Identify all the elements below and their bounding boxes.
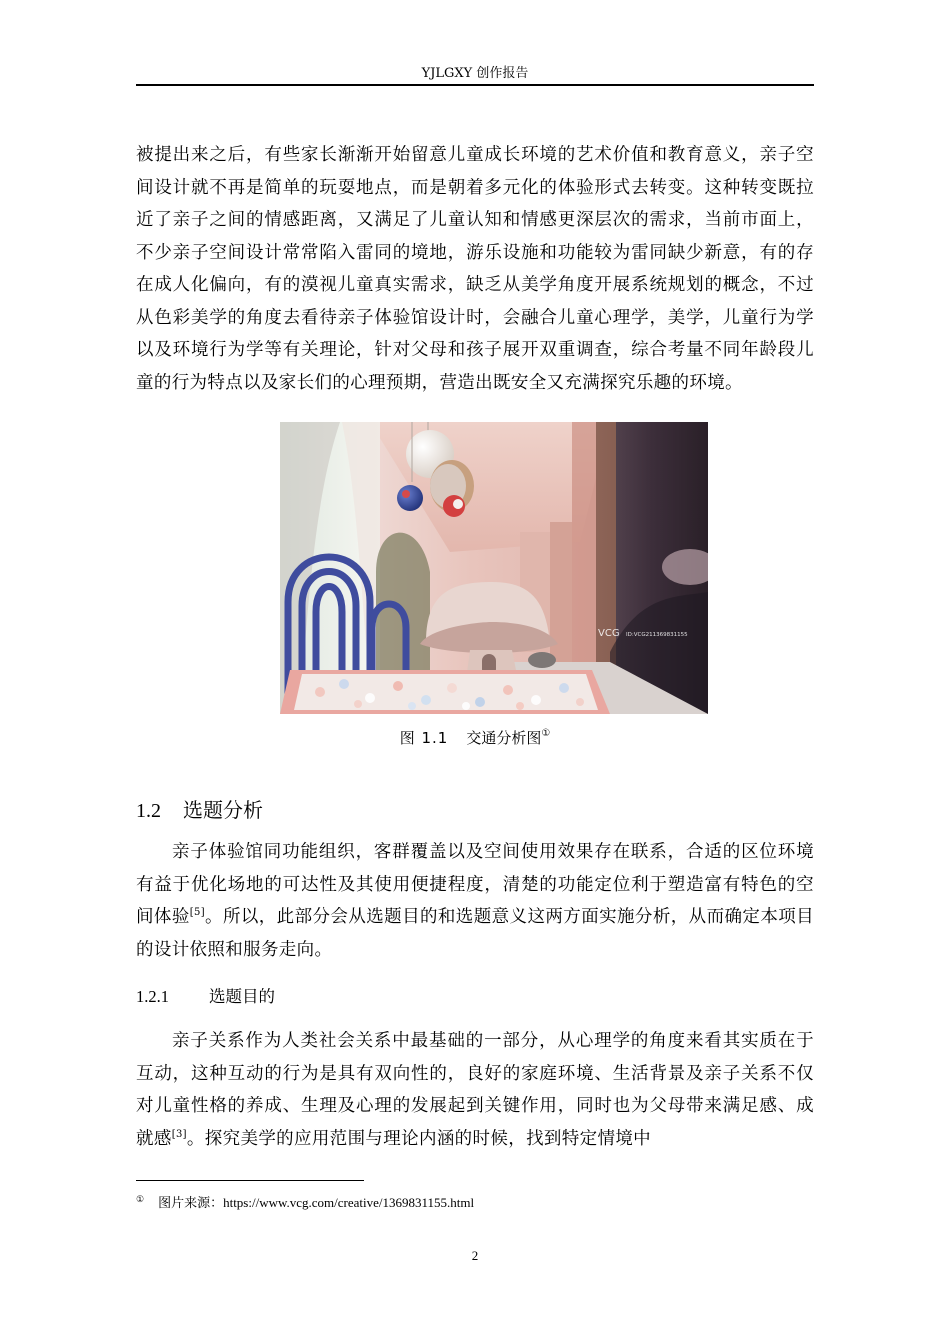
subsection-title: 选题目的 <box>209 987 275 1006</box>
figure-image <box>280 422 708 714</box>
section-title: 选题分析 <box>183 798 263 822</box>
figure-footnote-mark: ① <box>541 728 551 739</box>
footnote-mark: ① <box>136 1194 145 1204</box>
running-header: YJLGXY 创作报告 <box>421 66 529 81</box>
paragraph-text: 亲子体验馆同功能组织，客群覆盖以及空间使用效果存在联系，合适的区位环境有益于优化场地的可达性及其使用便捷程度，清楚的功能定位利于塑造富有特色的空间体验 <box>136 842 814 927</box>
citation: [3] <box>171 1128 187 1140</box>
subsection-heading <box>136 985 275 1009</box>
watermark-logo: VCG <box>598 628 620 639</box>
paragraph-section-intro <box>136 836 814 966</box>
paragraph-text: 亲子关系作为人类社会关系中最基础的一部分，从心理学的角度来看其实质在于互动，这种互动的行为是具有双向性的，良好的家庭环境、生活背景及亲子关系不仅对儿童性格的养成、生理及心理的发展起到关键作用，同时也为父母带来满足感、成就感 <box>136 1031 814 1149</box>
footnote <box>136 1190 474 1212</box>
figure-caption-text: 交通分析图 <box>466 729 542 747</box>
footnote-rule <box>136 1180 364 1181</box>
section-heading <box>136 796 263 825</box>
subsection-number: 1.2.1 <box>136 987 169 1006</box>
section-number: 1.2 <box>136 800 161 822</box>
paragraph-text: 。探究美学的应用范围与理论内涵的时候，找到特定情境中 <box>186 1128 652 1149</box>
citation: [5] <box>189 907 205 918</box>
footnote-text: 图片来源：https://www.vcg.com/creative/1369831155.html <box>158 1195 475 1210</box>
paragraph-text: 。所以，此部分会从选题目的和选题意义这两方面实施分析，从而确定本项目的设计依照和服务走向。 <box>136 907 814 960</box>
figure-number: 图 1.1 <box>399 729 449 747</box>
paragraph-intro: 被提出来之后，有些家长渐渐开始留意儿童成长环境的艺术价值和教育意义，亲子空间设计就不再是简单的玩耍地点，而是朝着多元化的体验形式去转变。这种转变既拉近了亲子之间的情感距离，又满足了儿童认知和情感更深层次的需求，当前市面上，不少亲子空间设计常常陷入雷同的境地，游乐设施和功能较为雷同缺少新意，有的存在成人化偏向，有的漠视儿童真实需求，缺乏从美学角度开展系统规划的概念，不过从色彩美学的角度去看待亲子体验馆设计时，会融合儿童心理学，美学，儿童行为学以及环境行为学等有关理论，针对父母和孩子展开双重调查，综合考量不同年龄段儿童的行为特点以及家长们的心理预期，营造出既安全又充满探究乐趣的环境。 <box>136 145 814 393</box>
header-rule <box>136 84 814 86</box>
interior-photo <box>280 422 708 714</box>
page-number: 2 <box>471 1248 479 1263</box>
figure-caption <box>0 728 950 748</box>
paragraph-purpose <box>136 1025 814 1155</box>
watermark-id: ID:VCG211369831155 <box>626 632 688 638</box>
